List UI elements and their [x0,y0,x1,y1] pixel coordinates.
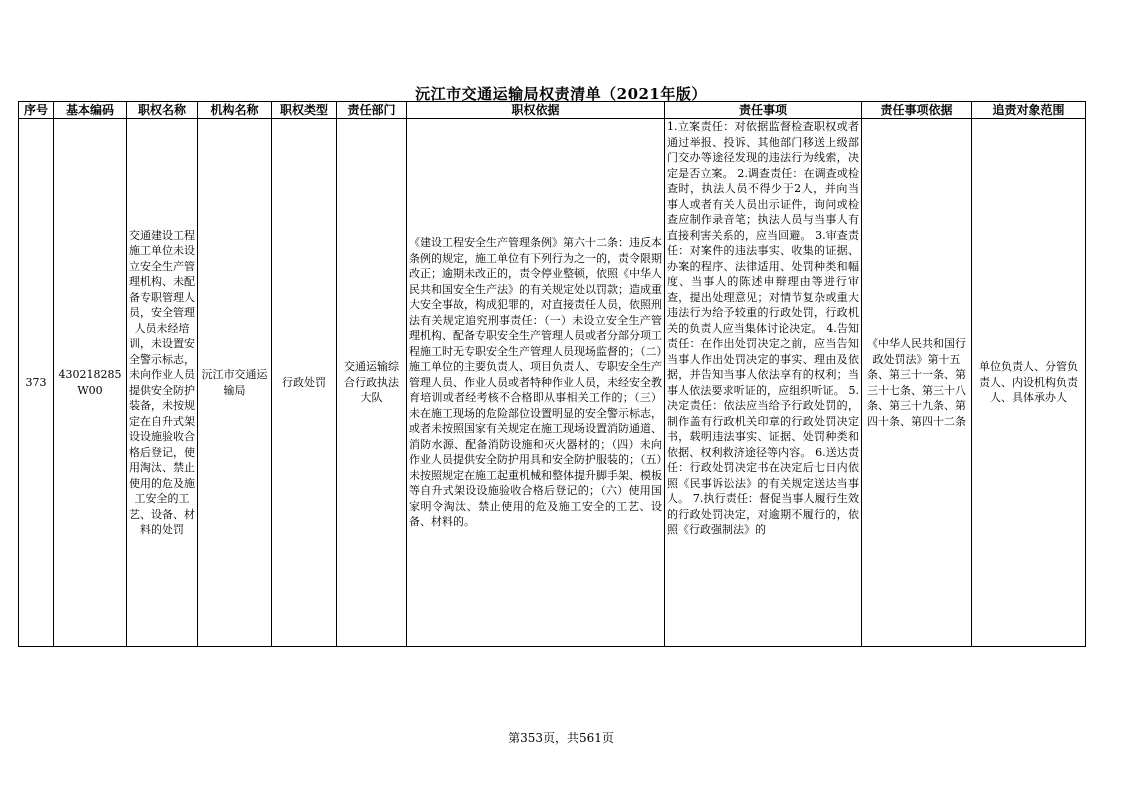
cell-dept: 交通运输综合行政执法大队 [337,119,407,647]
col-header-duty-items: 责任事项 [665,102,862,119]
col-header-code: 基本编码 [54,102,127,119]
cell-org-name: 沅江市交通运输局 [198,119,272,647]
cell-duty-basis: 《中华人民共和国行政处罚法》第十五条、第三十一条、第三十七条、第三十八条、第三十九条、第四十条、第四十二条 [862,119,972,647]
col-header-accountability: 追责对象范围 [972,102,1086,119]
duty-items-text: 1.立案责任：对依据监督检查职权或者通过举报、投诉、其他部门移送上级部门交办等途径发现的违法行为线索，决定是否立案。 2.调查责任：在调查或检查时，执法人员不得少于2人，并向当事人或者有关人员出示证件，询问或检查应制作录音笔；执法人员与当事人有直接利害关系的，应当回避。 3.审查责任：对案件的违法事实、收集的证据、办案的程序、法律适用、处罚种类和幅度、当事人的陈述申辩理由等进行审查，提出处理意见；对情节复杂或重大违法行为给予较重的行政处罚，行政机关的负责人应当集体讨论决定。 4.告知责任：在作出处罚决定之前，应当告知当事人作出处罚决定的事实、理由及依据，并告知当事人依法享有的权利；当事人依法要求听证的，应组织听证。 5.决定责任：依法应当给予行政处罚的，制作盖有行政机关印章的行政处罚决定书，载明违法事实、证据、处罚种类和依据、权利救济途径等内容。 6.送达责任：行政处罚决定书在决定后七日内依照《民事诉讼法》的有关规定送达当事人。 7.执行责任：督促当事人履行生效的行政处罚决定，对逾期不履行的，依照《行政强制法》的 [667,120,859,536]
col-header-basis: 职权依据 [407,102,665,119]
page-footer: 第353页，共561页 [508,731,614,745]
col-header-power-name: 职权名称 [127,102,198,119]
table-row [19,119,1086,647]
cell-duty-items [665,119,862,647]
cell-accountability: 单位负责人、分管负责人、内设机构负责人、具体承办人 [972,119,1086,647]
page-title: 沅江市交通运输局权责清单（2021年版） [415,85,707,103]
col-header-org-name: 机构名称 [198,102,272,119]
header-row [19,102,1086,119]
col-header-power-type: 职权类型 [272,102,337,119]
cell-code: 430218285W00 [54,119,127,647]
cell-basis: 《建设工程安全生产管理条例》第六十二条：违反本条例的规定，施工单位有下列行为之一的，责令限期改正；逾期未改正的，责令停业整顿，依照《中华人民共和国安全生产法》的有关规定处以罚款；造成重大安全事故，构成犯罪的，对直接责任人员，依照刑法有关规定追究刑事责任：（一）未设立安全生产管理机构、配备专职安全生产管理人员或者分部分项工程施工时无专职安全生产管理人员现场监督的；（二）施工单位的主要负责人、项目负责人、专职安全生产管理人员、作业人员或者特种作业人员，未经安全教育培训或者经考核不合格即从事相关工作的；（三）未在施工现场的危险部位设置明显的安全警示标志，或者未按照国家有关规定在施工现场设置消防通道、消防水源、配备消防设施和灭火器材的；（四）未向作业人员提供安全防护用具和安全防护服装的；（五）未按照规定在施工起重机械和整体提升脚手架、模板等自升式架设设施验收合格后登记的；（六）使用国家明令淘汰、禁止使用的危及施工安全的工艺、设备、材料的。 [407,119,665,647]
cell-power-type: 行政处罚 [272,119,337,647]
col-header-dept: 责任部门 [337,102,407,119]
col-header-duty-basis: 责任事项依据 [862,102,972,119]
col-header-seq: 序号 [19,102,54,119]
power-duty-table [18,101,1086,647]
cell-power-name: 交通建设工程施工单位未设立安全生产管理机构、未配备专职管理人员，安全管理人员未经培训，未设置安全警示标志，未向作业人员提供安全防护装备，未按规定在自升式架设设施验收合格后登记，使用淘汰、禁止使用的危及施工安全的工艺、设备、材料的处罚 [127,119,198,647]
cell-seq: 373 [19,119,54,647]
